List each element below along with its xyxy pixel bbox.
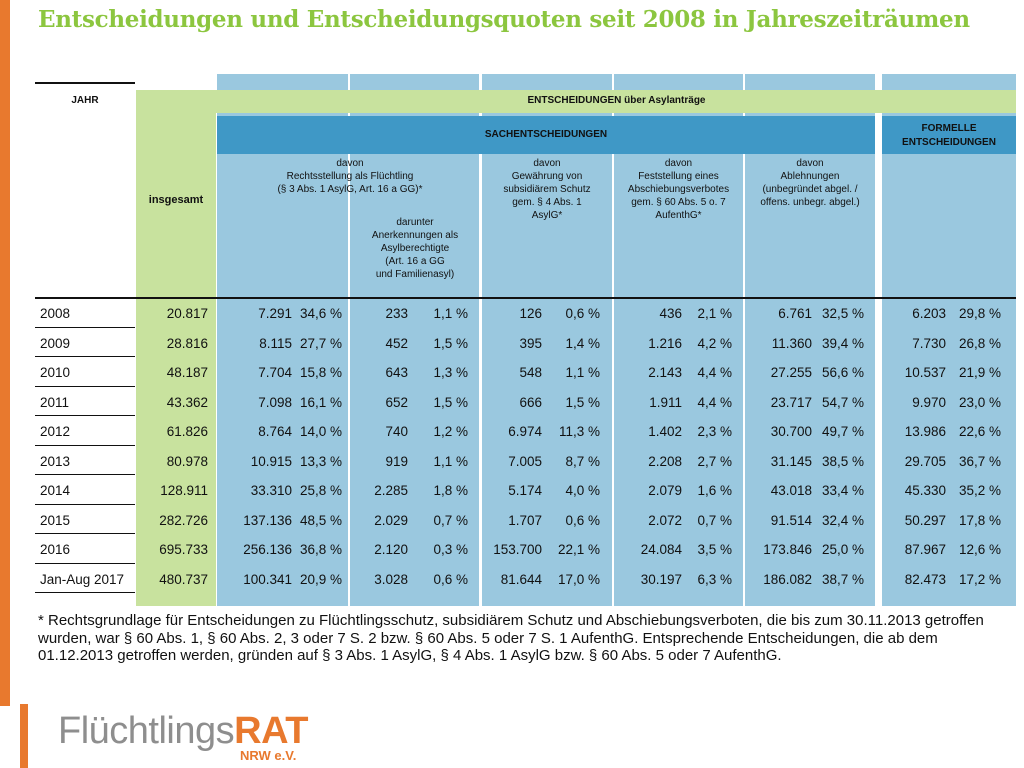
cell-sub: 7.005 [508,453,542,469]
cell-total: 80.978 [166,453,208,469]
cell-year: 2015 [40,512,71,528]
cell-sub-p: 1,5 % [565,394,600,410]
cell-fl-p: 20,9 % [299,571,342,587]
cell-ab: 2.079 [648,483,682,498]
cell-as-p: 1,5 % [433,394,468,410]
cell-abl-p: 38,5 % [821,453,864,469]
cell-fl: 100.341 [243,571,292,587]
cell-year: 2013 [40,453,71,469]
cell-form: 6.203 [912,306,946,321]
cell-abl: 43.018 [770,483,812,498]
cell-fl-p: 13,3 % [299,453,342,469]
cell-as-p: 0,3 % [433,542,468,557]
cell-as: 652 [385,394,408,410]
cell-sub-p: 0,6 % [565,306,600,321]
cell-abl: 11.360 [771,335,812,351]
cell-ab: 436 [659,306,682,321]
cell-total: 695.733 [159,542,208,557]
cell-ab-p: 6,3 % [697,571,732,587]
cell-sub: 395 [519,335,542,351]
cell-form: 87.967 [904,542,946,557]
cell-year: 2009 [40,335,71,351]
cell-ab-p: 1,6 % [697,483,732,498]
logo-subtitle: NRW e.V. [240,748,297,763]
cell-form-p: 17,8 % [958,512,1001,528]
cell-ab-p: 2,1 % [697,306,732,321]
cell-form: 7.730 [912,335,946,351]
cell-as-p: 1,2 % [433,424,468,439]
cell-abl: 31.145 [770,453,812,469]
cell-ab: 24.084 [640,542,682,557]
cell-fl-p: 48,5 % [299,512,342,528]
cell-fl-p: 36,8 % [299,542,342,557]
header-abschiebung: davon Feststellung eines Abschiebungsverbotes gem. § 60 Abs. 5 o. 7 AufenthG* [627,158,730,221]
cell-ab-p: 4,4 % [697,394,732,410]
cell-fl: 33.310 [250,483,292,498]
cell-as: 643 [385,365,408,380]
cell-abl: 173.846 [763,542,812,557]
cell-year: 2011 [40,394,70,410]
cell-as: 2.285 [374,483,408,498]
header-ablehnungen: davon Ablehnungen (unbegründet abgel. / offens. unbegr. abgel.) [760,158,860,208]
cell-abl: 91.514 [770,512,812,528]
header-subsidiaer: davon Gewährung von subsidiärem Schutz gem. § 4 Abs. 1 AsylG* [503,158,591,221]
cell-total: 43.362 [166,394,208,410]
cell-form-p: 23,0 % [958,394,1001,410]
cell-fl: 8.115 [259,335,292,351]
cell-form-p: 12,6 % [958,542,1001,557]
cell-abl: 23.717 [770,394,812,410]
cell-ab-p: 2,7 % [697,453,732,469]
cell-form: 9.970 [912,394,946,410]
cell-form-p: 21,9 % [958,365,1001,380]
header-entscheidungen: ENTSCHEIDUNGEN über Asylanträge [527,95,706,106]
cell-sub-p: 4,0 % [565,483,600,498]
cell-as: 2.029 [374,512,408,528]
cell-fl-p: 34,6 % [299,306,342,321]
cell-abl-p: 56,6 % [821,365,864,380]
cell-form-p: 22,6 % [958,424,1001,439]
cell-form: 29.705 [904,453,946,469]
header-asylberechtigte: darunter Anerkennungen als Asylberechtigte (Art. 16 a GG und Familienasyl) [371,217,459,280]
cell-abl: 6.761 [778,306,812,321]
cell-sub-p: 11,3 % [558,424,600,439]
cell-sub: 126 [519,306,542,321]
cell-sub: 153.700 [493,542,542,557]
header-insgesamt: insgesamt [148,194,204,206]
cell-ab-p: 4,2 % [697,335,732,351]
cell-year: Jan-Aug 2017 [40,571,125,587]
header-sachentscheidungen: SACHENTSCHEIDUNGEN [484,129,608,140]
cell-total: 20.817 [166,306,208,321]
cell-fl: 7.098 [258,394,292,410]
header-fluechtling: davon Rechtsstellung als Flüchtling (§ 3 Abs. 1 AsylG, Art. 16 a GG)* [277,158,423,195]
cell-ab: 1.911 [649,394,682,410]
logo-bar [20,704,28,768]
cell-year: 2012 [40,424,71,439]
cell-abl-p: 54,7 % [821,394,864,410]
row-separator [35,563,135,564]
cell-ab-p: 4,4 % [697,365,732,380]
cell-ab-p: 2,3 % [697,424,732,439]
cell-abl-p: 38,7 % [821,571,864,587]
row-separator [35,386,135,387]
cell-form-p: 17,2 % [958,571,1001,587]
cell-ab: 30.197 [640,571,682,587]
cell-as: 2.120 [374,542,408,557]
cell-as-p: 1,3 % [433,365,468,380]
header-formelle: FORMELLE ENTSCHEIDUNGEN [902,123,996,148]
cell-abl-p: 32,5 % [821,306,864,321]
cell-sub: 1.707 [508,512,542,528]
cell-abl: 27.255 [770,365,812,380]
row-separator [35,504,135,505]
cell-as-p: 0,7 % [433,512,468,528]
cell-abl-p: 49,7 % [821,424,864,439]
cell-as: 3.028 [374,571,408,587]
row-separator [35,592,135,593]
cell-as: 740 [385,424,408,439]
cell-sub: 6.974 [508,424,542,439]
cell-as: 233 [385,306,408,321]
cell-sub-p: 1,1 % [565,365,600,380]
cell-fl: 7.704 [258,365,292,380]
cell-form: 50.297 [904,512,946,528]
cell-sub: 666 [519,394,542,410]
row-separator [35,327,135,328]
header-jahr: JAHR [71,95,99,106]
cell-abl: 186.082 [763,571,812,587]
cell-total: 28.816 [166,335,208,351]
cell-fl-p: 25,8 % [299,483,342,498]
logo: FlüchtlingsRAT [58,710,308,752]
cell-sub-p: 22,1 % [557,542,600,557]
header-bottom-rule [35,297,1016,299]
cell-sub-p: 8,7 % [565,453,600,469]
cell-as-p: 1,8 % [433,483,468,498]
cell-form: 10.537 [904,365,946,380]
cell-form: 45.330 [904,483,946,498]
cell-abl-p: 32,4 % [821,512,864,528]
cell-fl: 8.764 [258,424,292,439]
cell-form: 82.473 [904,571,946,587]
cell-total: 128.911 [160,483,208,498]
cell-ab: 1.216 [648,335,682,351]
cell-as: 919 [385,453,408,469]
row-separator [35,533,135,534]
cell-ab-p: 0,7 % [697,512,732,528]
row-separator [35,415,135,416]
cell-year: 2010 [40,365,71,380]
cell-as-p: 1,1 % [433,453,468,469]
cell-fl-p: 14,0 % [299,424,342,439]
cell-as-p: 1,1 % [433,306,468,321]
cell-ab: 2.072 [648,512,682,528]
cell-fl: 256.136 [243,542,292,557]
cell-fl: 137.136 [243,512,292,528]
cell-abl-p: 33,4 % [821,483,864,498]
cell-form: 13.986 [904,424,946,439]
cell-form-p: 29,8 % [958,306,1001,321]
cell-total: 48.187 [166,365,208,380]
cell-form-p: 35,2 % [958,483,1001,498]
cell-sub: 81.644 [500,571,542,587]
cell-total: 61.826 [166,424,208,439]
cell-abl: 30.700 [770,424,812,439]
row-separator [35,445,135,446]
page-title: Entscheidungen und Entscheidungsquoten seit 2008 in Jahreszeiträumen [38,6,970,33]
cell-ab: 1.402 [648,424,682,439]
cell-fl: 7.291 [258,306,292,321]
cell-form-p: 36,7 % [958,453,1001,469]
accent-bar [0,0,10,706]
cell-as-p: 0,6 % [433,571,468,587]
footnote: * Rechtsgrundlage für Entscheidungen zu Flüchtlingsschutz, subsidiärem Schutz und Abschiebungsverboten, die bis zum 30.11.2013 getroffen wurden, war § 60 Abs. 1, § 60 Abs. 2, 3 oder 7 S. 2 bzw. § 60 Abs. 5 oder 7 S. 1 AufenthG. Entsprechende Entscheidungen, die ab dem 01.12.2013 getroffen werden, gründen auf § 3 Abs. 1 AsylG, § 4 Abs. 1 AsylG bzw. § 60 Abs. 5 oder 7 AufenthG. [38,612,984,664]
cell-fl-p: 16,1 % [299,394,342,410]
cell-fl-p: 15,8 % [299,365,342,380]
cell-total: 480.737 [159,571,208,587]
cell-year: 2008 [40,306,71,321]
cell-sub-p: 1,4 % [565,335,600,351]
cell-year: 2014 [40,483,71,498]
cell-as-p: 1,5 % [433,335,468,351]
cell-ab: 2.208 [648,453,682,469]
cell-abl-p: 25,0 % [821,542,864,557]
cell-year: 2016 [40,542,71,557]
cell-ab: 2.143 [648,365,682,380]
cell-sub: 548 [519,365,542,380]
cell-form-p: 26,8 % [958,335,1001,351]
cell-as: 452 [385,335,408,351]
cell-abl-p: 39,4 % [821,335,864,351]
row-separator [35,474,135,475]
cell-fl: 10.915 [250,453,292,469]
cell-sub-p: 17,0 % [557,571,600,587]
cell-sub: 5.174 [508,483,542,498]
cell-fl-p: 27,7 % [299,335,342,351]
cell-sub-p: 0,6 % [565,512,600,528]
cell-ab-p: 3,5 % [697,542,732,557]
header-top-rule [35,82,135,84]
row-separator [35,356,135,357]
cell-total: 282.726 [159,512,208,528]
